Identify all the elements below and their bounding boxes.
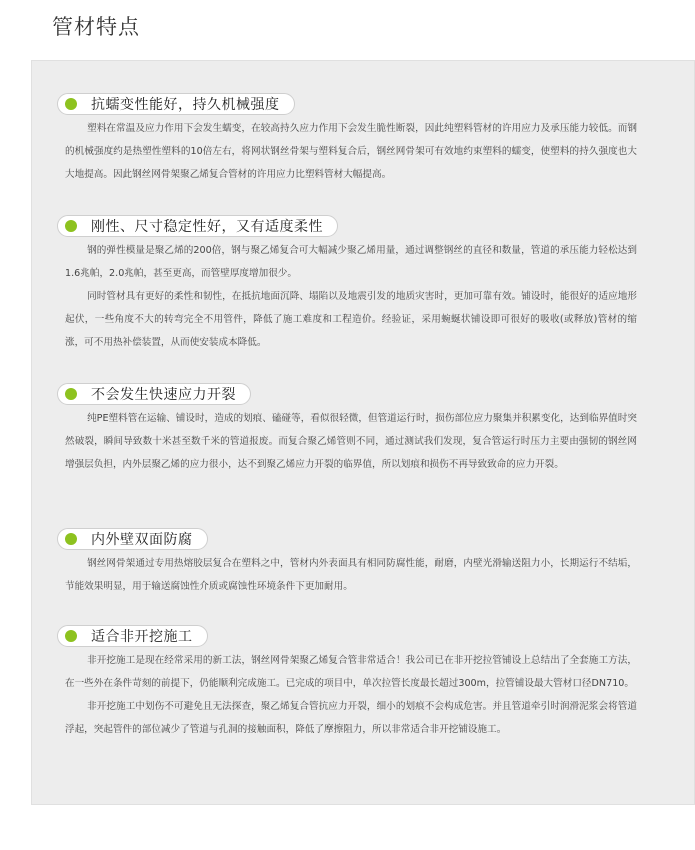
section-paragraph: 塑料在常温及应力作用下会发生蠕变，在较高持久应力作用下会发生脆性断裂，因此纯塑料管材的许用应力及承压能力较低。而钢的机械强度约是热塑性塑料的10倍左右，将网状钢丝骨架与塑料复合后，钢丝网骨架可有效地约束塑料的蠕变，使塑料的持久强度也大大地提高。因此钢丝网骨架聚乙烯复合管材的许用应力比塑料管材大幅提高。 bbox=[65, 123, 637, 180]
section-paragraph: 非开挖施工是现在经常采用的新工法，钢丝网骨架聚乙烯复合管非常适合！我公司已在非开挖拉管铺设上总结出了全套施工方法，在一些外在条件苛刻的前提下，仍能顺利完成施工。已完成的项目中，单次拉管长度最长超过300m，拉管铺设最大管材口径DN710。 bbox=[65, 655, 637, 689]
section-anticorrosion bbox=[57, 528, 637, 598]
section-title: 内外壁双面防腐 bbox=[91, 532, 193, 548]
bullet-dot-icon bbox=[65, 533, 77, 545]
section-title-pill bbox=[57, 625, 208, 647]
section-title: 刚性、尺寸稳定性好，又有适度柔性 bbox=[91, 219, 323, 235]
section-title-pill bbox=[57, 215, 338, 237]
section-paragraph: 非开挖施工中划伤不可避免且无法探查，聚乙烯复合管抗应力开裂，细小的划痕不会构成危害。并且管道牵引时润滑泥浆会将管道浮起，突起管件的部位减少了管道与孔洞的接触面积，降低了摩擦阻力，所以非常适合非开挖铺设施工。 bbox=[65, 701, 637, 735]
section-title-pill bbox=[57, 383, 251, 405]
section-title: 抗蠕变性能好，持久机械强度 bbox=[91, 97, 280, 113]
section-rigidity-flexibility bbox=[57, 215, 637, 354]
section-title-pill bbox=[57, 93, 295, 115]
section-title-pill bbox=[57, 528, 208, 550]
section-paragraph: 钢的弹性模量是聚乙烯的200倍，钢与聚乙烯复合可大幅减少聚乙烯用量，通过调整钢丝的直径和数量，管道的承压能力轻松达到1.6兆帕，2.0兆帕，甚至更高，而管壁厚度增加很少。 bbox=[65, 245, 637, 279]
bullet-dot-icon bbox=[65, 98, 77, 110]
section-title: 不会发生快速应力开裂 bbox=[91, 387, 236, 403]
bullet-dot-icon bbox=[65, 220, 77, 232]
section-no-stress-cracking bbox=[57, 383, 637, 476]
page-title: 管材特点 bbox=[52, 15, 140, 39]
section-paragraph: 同时管材具有更好的柔性和韧性，在抵抗地面沉降、塌陷以及地震引发的地质灾害时，更加可靠有效。铺设时，能很好的适应地形起伏，一些角度不大的转弯完全不用管件，降低了施工难度和工程造价。经验证，采用蜿蜒状铺设即可很好的吸收(或释放)管材的缩涨，可不用热补偿装置，从而使安装成本降低。 bbox=[65, 291, 637, 348]
bullet-dot-icon bbox=[65, 388, 77, 400]
section-paragraph: 钢丝网骨架通过专用热熔胶层复合在塑料之中，管材内外表面具有相同防腐性能，耐磨，内壁光滑输送阻力小，长期运行不结垢，节能效果明显，用于输送腐蚀性介质或腐蚀性环境条件下更加耐用。 bbox=[65, 558, 637, 592]
section-trenchless bbox=[57, 625, 637, 741]
section-title: 适合非开挖施工 bbox=[91, 629, 193, 645]
bullet-dot-icon bbox=[65, 630, 77, 642]
section-creep-resistance bbox=[57, 93, 637, 186]
section-paragraph: 纯PE塑料管在运输、铺设时，造成的划痕、磕碰等，看似很轻微，但管道运行时，损伤部位应力聚集并积累变化，达到临界值时突然破裂，瞬间导致数十米甚至数千米的管道报废。而复合聚乙烯管则不同，通过测试我们发现，复合管运行时压力主要由强韧的钢丝网增强层负担，内外层聚乙烯的应力很小，达不到聚乙烯应力开裂的临界值，所以划痕和损伤不再导致致命的应力开裂。 bbox=[65, 413, 637, 470]
